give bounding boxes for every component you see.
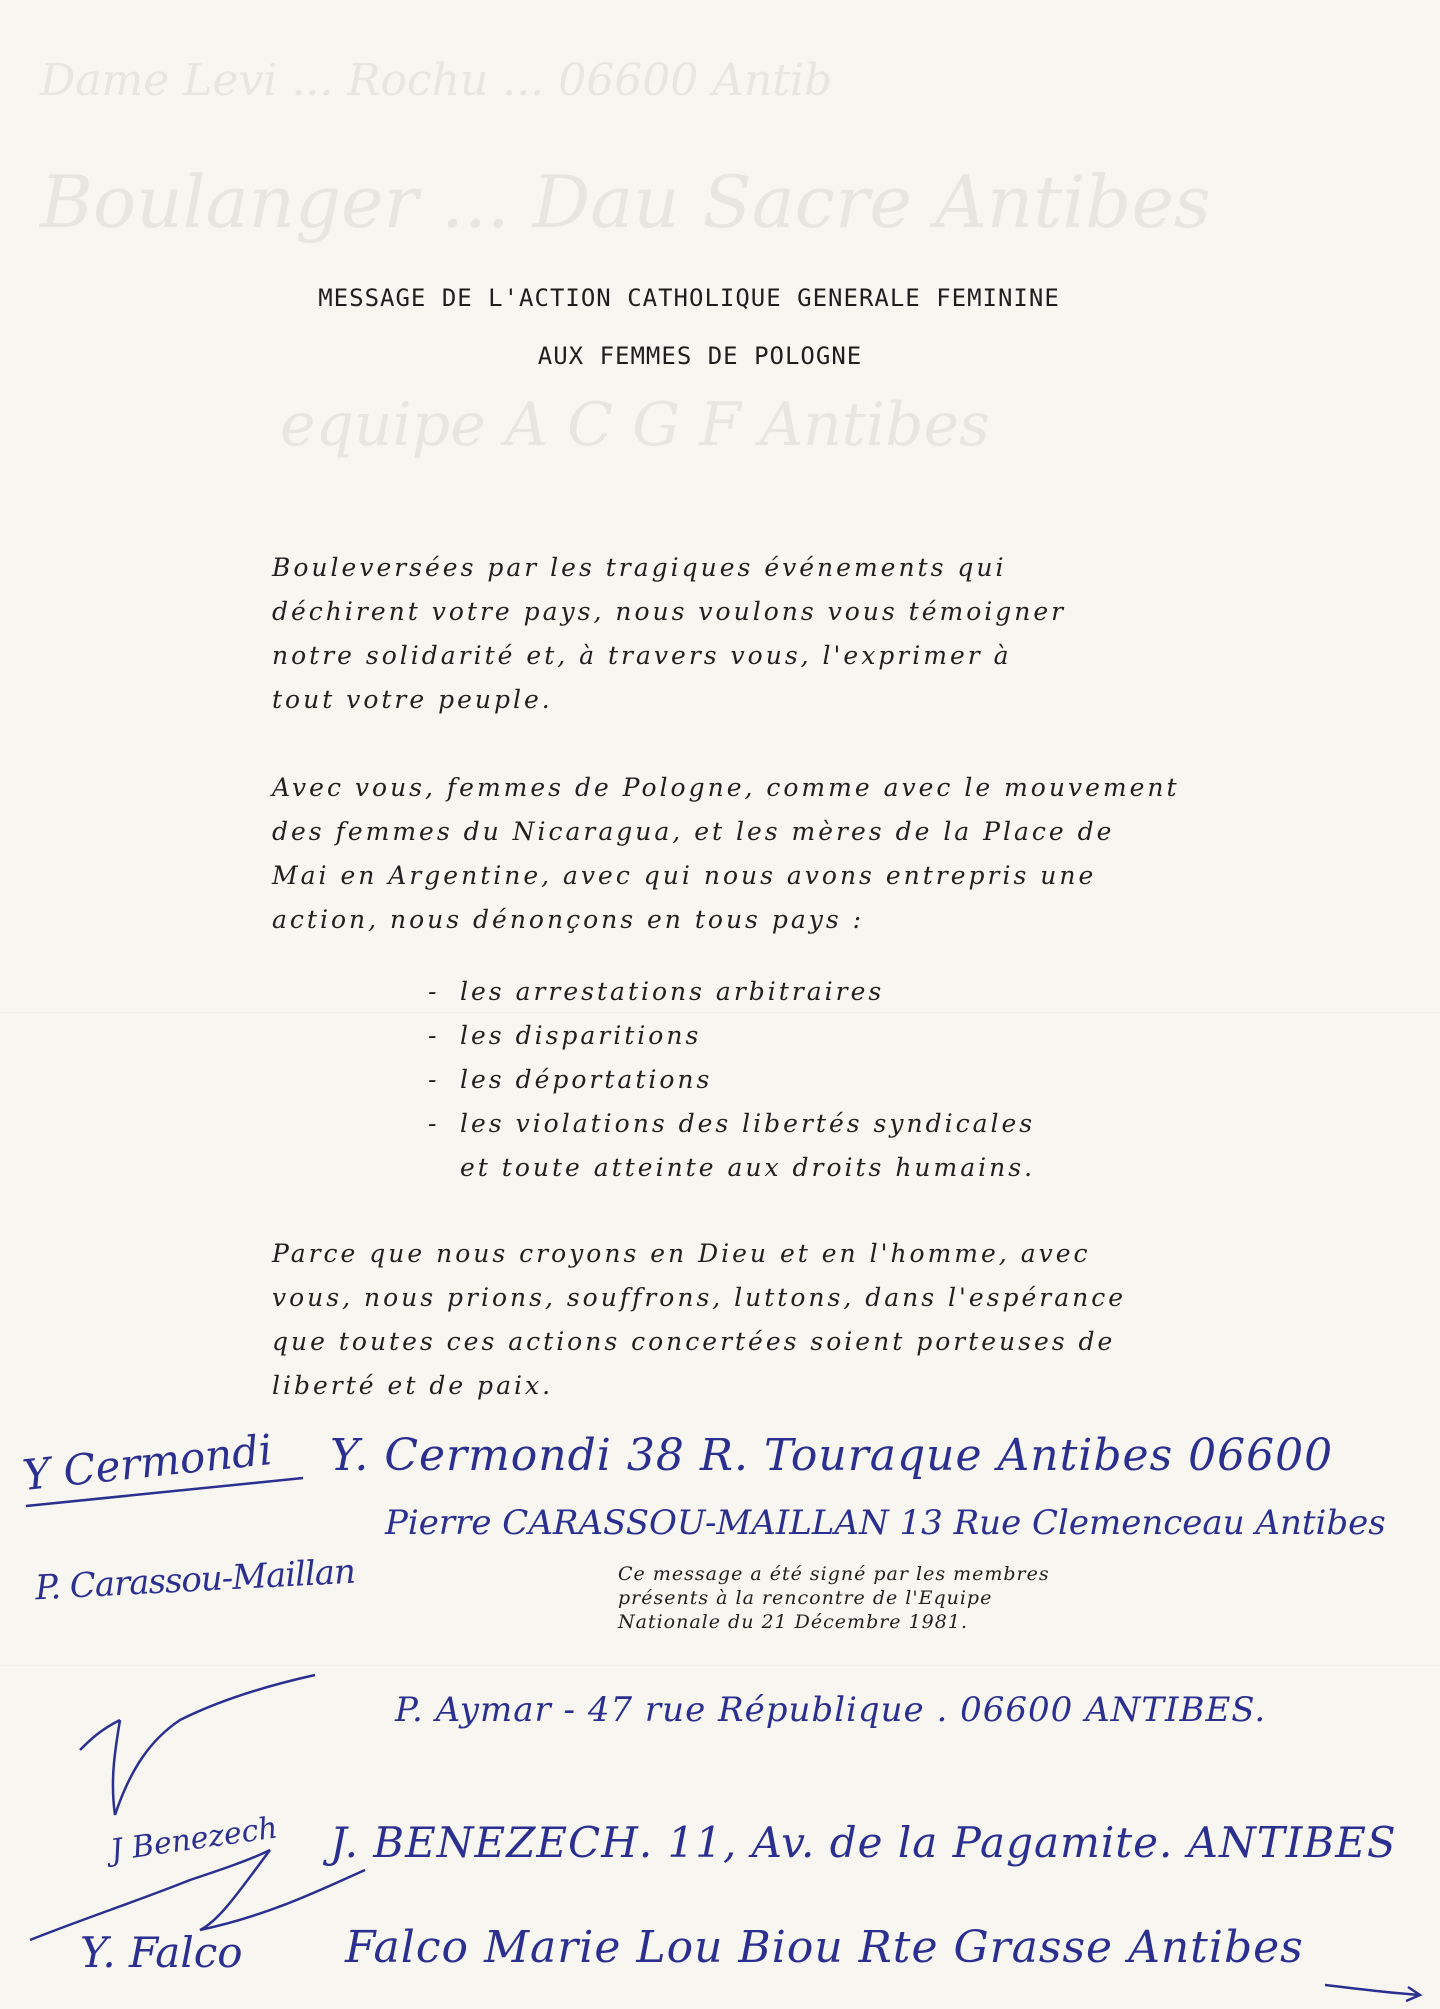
bleed-through-text: Dame Levi ... Rochu ... 06600 Antib	[40, 55, 833, 106]
text-line: notre solidarité et, à travers vous, l'exprimer à	[272, 641, 1012, 670]
text-line: des femmes du Nicaragua, et les mères de la Place de	[272, 817, 1115, 846]
handwritten-entry: J. BENEZECH. 11, Av. de la Pagamite. ANTIBES	[330, 1818, 1397, 1867]
note-line: Nationale du 21 Décembre 1981.	[618, 1611, 968, 1633]
bleed-through-text: Boulanger ... Dau Sacre Antibes	[40, 160, 1211, 244]
dash-bullet: -	[428, 1065, 440, 1094]
handwritten-entry: Falco Marie Lou Biou Rte Grasse Antibes	[345, 1922, 1304, 1973]
signature: J Benezech	[108, 1810, 280, 1869]
text-line: vous, nous prions, souffrons, luttons, dans l'espérance	[272, 1283, 1127, 1312]
handwritten-entry: Y. Cermondi 38 R. Touraque Antibes 06600	[330, 1430, 1334, 1481]
bleed-through-text: equipe A C G F Antibes	[280, 390, 990, 460]
signature: Y. Falco	[80, 1928, 243, 1977]
text-line: liberté et de paix.	[272, 1371, 554, 1400]
signature-flourish	[20, 1830, 370, 1960]
text-line: déchirent votre pays, nous voulons vous témoigner	[272, 597, 1067, 626]
signature: P. Carassou-Maillan	[34, 1551, 356, 1609]
signature-flourish	[60, 1670, 320, 1820]
text-line: tout votre peuple.	[272, 685, 553, 714]
list-item	[428, 1058, 1035, 1102]
signature-flourish	[18, 1458, 308, 1518]
handwritten-entry: Pierre CARASSOU-MAILLAN 13 Rue Clemenceau Antibes	[385, 1503, 1386, 1543]
list-item-text: les arrestations arbitraires	[460, 977, 885, 1006]
text-line: Avec vous, femmes de Pologne, comme avec le mouvement	[272, 773, 1180, 802]
paragraph-2	[272, 766, 1272, 942]
list-item-text: les disparitions	[460, 1021, 702, 1050]
list-item	[428, 970, 1035, 1014]
dash-bullet: -	[428, 1021, 440, 1050]
signature-note	[618, 1562, 1050, 1634]
note-line: Ce message a été signé par les membres	[618, 1563, 1050, 1585]
dash-bullet: -	[428, 1109, 440, 1138]
text-line: action, nous dénonçons en tous pays :	[272, 905, 865, 934]
denunciation-list	[428, 970, 1035, 1190]
arrow-icon	[1320, 1975, 1430, 2005]
text-line: Parce que nous croyons en Dieu et en l'homme, avec	[272, 1239, 1091, 1268]
paragraph-1	[272, 546, 1272, 722]
document-subtitle: AUX FEMMES DE POLOGNE	[537, 342, 863, 370]
signature: Y Cermondi	[20, 1425, 275, 1500]
list-item	[428, 1102, 1035, 1146]
dash-bullet: -	[428, 977, 440, 1006]
list-item-text: les déportations	[460, 1065, 713, 1094]
list-item	[428, 1014, 1035, 1058]
text-line: que toutes ces actions concertées soient porteuses de	[272, 1327, 1116, 1356]
text-line: Mai en Argentine, avec qui nous avons entrepris une	[272, 861, 1097, 890]
note-line: présents à la rencontre de l'Equipe	[618, 1587, 993, 1609]
paper-fold	[0, 1665, 1440, 1667]
text-line: Bouleversées par les tragiques événements qui	[272, 553, 1007, 582]
document-title: MESSAGE DE L'ACTION CATHOLIQUE GENERALE FEMININE	[318, 284, 1060, 312]
paragraph-3	[272, 1232, 1272, 1408]
list-item-text: les violations des libertés syndicales	[460, 1109, 1036, 1138]
handwritten-entry: P. Aymar - 47 rue République . 06600 ANTIBES.	[395, 1690, 1267, 1730]
list-item-continuation: et toute atteinte aux droits humains.	[460, 1153, 1036, 1182]
